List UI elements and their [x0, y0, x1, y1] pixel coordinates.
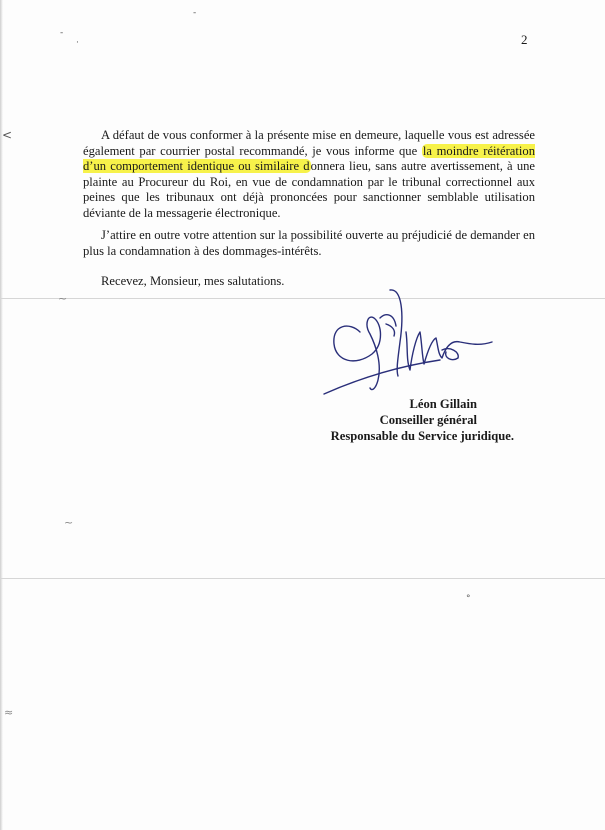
- signature-block: [300, 396, 520, 444]
- scan-fold-line: [0, 298, 605, 299]
- signatory-department: Responsable du Service juridique.: [330, 429, 514, 443]
- handwritten-signature: [320, 284, 500, 404]
- scan-speck: °: [466, 594, 471, 604]
- paragraph-text: Recevez, Monsieur, mes salutations.: [101, 274, 285, 288]
- signatory-title: Conseiller général: [379, 413, 477, 427]
- scan-speck: -: [60, 28, 64, 38]
- highlighted-text: la moindre réitération d’un comportement identique ou similaire d: [83, 143, 535, 174]
- paragraph-formal-notice: [83, 128, 535, 222]
- paragraph-text: A défaut de vous conformer à la présente mise en demeure, laquelle vous est adressée également par courrier postal recommandé, je vous informe que: [83, 128, 535, 158]
- scan-left-edge: [0, 0, 3, 830]
- paragraph-text: J’attire en outre votre attention sur la possibilité ouverte au préjudicié de demander en plus la condamnation à des dommages-intérêts.: [83, 228, 535, 258]
- paragraph-text: onnera lieu, sans autre avertissement, à une plainte au Procureur du Roi, en vue de condamnation par le tribunal correctionnel aux peines que les tribunaux ont déjà prononcées pour sanctionner semblable utilisation déviante de la messagerie électronique.: [83, 159, 535, 220]
- scan-speck: ~: [64, 516, 74, 529]
- scan-fold-line: [0, 578, 605, 579]
- paragraph-damages: [83, 228, 535, 259]
- page-number: 2: [521, 32, 528, 47]
- scan-speck: -: [193, 8, 197, 18]
- scan-speck: ≈: [4, 706, 14, 719]
- signatory-name: Léon Gillain: [409, 397, 477, 411]
- scan-speck: <: [2, 128, 13, 142]
- scan-speck: ·: [76, 38, 79, 48]
- scan-speck: ~: [58, 292, 68, 305]
